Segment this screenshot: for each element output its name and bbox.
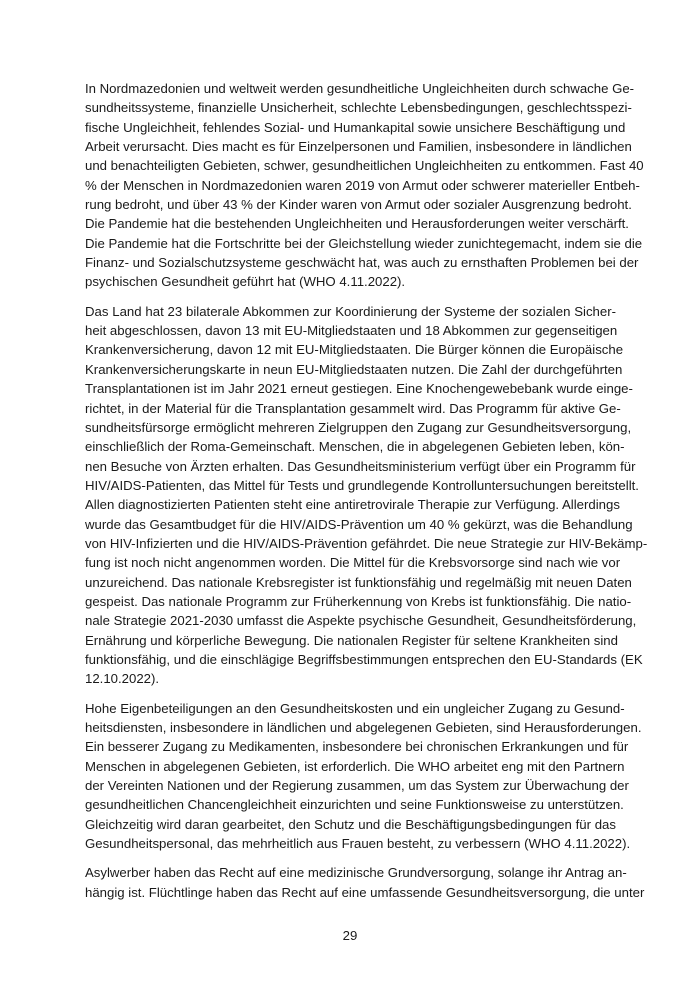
text-line: Die Pandemie hat die Fortschritte bei der Gleichstellung wieder zunichtegemacht, indem sie die — [85, 235, 643, 251]
text-line: Allen diagnostizierten Patienten steht eine antiretrovirale Therapie zur Verfügung. Allerdings — [85, 497, 620, 513]
paragraph — [85, 302, 648, 689]
text-line: richtet, in der Material für die Transplantation gesammelt wird. Das Programm für aktive Ge- — [85, 400, 621, 416]
text-line: heitsdiensten, insbesondere in ländlichen und abgelegenen Gebieten, sind Herausforderungen. — [85, 720, 642, 735]
text-line: gesundheitlichen Chancengleichheit einzurichten und seine Funktionsweise zu unterstützen. — [85, 797, 624, 813]
text-line: Hohe Eigenbeteiligungen an den Gesundheitskosten und ein ungleicher Zugang zu Gesund- — [85, 700, 625, 716]
text-line: Finanz- und Sozialschutzsysteme geschwächt hat, was auch zu ernsthaften Problemen bei der — [85, 255, 639, 271]
text-line: hängig ist. Flüchtlinge haben das Recht auf eine umfassende Gesundheitsversorgung, die unter — [85, 884, 645, 900]
text-line: von HIV-Infizierten und die HIV/AIDS-Prävention gefährdet. Die neue Strategie zur HIV-Bekämp- — [85, 535, 648, 551]
text-line: Ernährung und körperliche Bewegung. Die nationalen Register für seltene Krankheiten sind — [85, 632, 618, 648]
text-line: % der Menschen in Nordmazedonien waren 2019 von Armut oder schwerer materieller Entbeh- — [85, 177, 640, 193]
text-line: Gleichzeitig wird daran gearbeitet, den Schutz und die Beschäftigungsbedingungen für das — [85, 816, 616, 832]
text-line: nale Strategie 2021-2030 umfasst die Aspekte psychische Gesundheit, Gesundheitsförderung, — [85, 613, 637, 629]
text-line: Das Land hat 23 bilaterale Abkommen zur Koordinierung der Systeme der sozialen Sicher- — [85, 303, 616, 319]
text-line: der Vereinten Nationen und der Regierung zusammen, um das System zur Überwachung der — [85, 778, 629, 794]
text-line: Krankenversicherungskarte in neun EU-Mitgliedstaaten nutzen. Die Zahl der durchgeführten — [85, 361, 623, 377]
text-line: fische Ungleichheit, fehlendes Sozial- und Humankapital sowie unsichere Beschäftigung und — [85, 119, 626, 135]
paragraph — [85, 79, 644, 292]
text-line: Asylwerber haben das Recht auf eine medizinische Grundversorgung, solange ihr Antrag an- — [85, 865, 627, 881]
text-line: Arbeit verursacht. Dies macht es für Einzelpersonen und Familien, insbesondere in ländlichen — [85, 139, 632, 155]
text-line: sundheitssysteme, finanzielle Unsicherheit, schlechte Lebensbedingungen, geschlechtsspezi- — [85, 100, 632, 116]
page-number: 29 — [342, 928, 358, 943]
text-line: sundheitsfürsorge ermöglicht mehreren Zielgruppen den Zugang zur Gesundheitsversorgung, — [85, 419, 632, 435]
text-line: psychischen Gesundheit geführt hat (WHO 4.11.2022). — [85, 274, 406, 290]
text-line: heit abgeschlossen, davon 13 mit EU-Mitgliedstaaten und 18 Abkommen zur gegenseitigen — [85, 323, 618, 339]
text-line: unzureichend. Das nationale Krebsregister ist funktionsfähig und regelmäßig mit neuen Daten — [85, 574, 632, 590]
text-line: Menschen in abgelegenen Gebieten, ist erforderlich. Die WHO arbeitet eng mit den Partnern — [85, 758, 625, 774]
text-line: Ein besserer Zugang zu Medikamenten, insbesondere bei chronischen Erkrankungen und für — [85, 739, 629, 755]
text-line: und benachteiligten Gebieten, schwer, gesundheitlichen Ungleichheiten zu entkommen. Fast 40 — [85, 158, 644, 174]
text-line: Transplantationen ist im Jahr 2021 erneut gestiegen. Eine Knochengewebebank wurde einge- — [85, 381, 633, 397]
text-line: In Nordmazedonien und weltweit werden gesundheitliche Ungleichheiten durch schwache Ge- — [85, 81, 635, 96]
document-body — [85, 79, 648, 912]
text-line: Krankenversicherung, davon 12 mit EU-Mitgliedstaaten. Die Bürger können die Europäische — [85, 342, 624, 358]
text-line: Die Pandemie hat die bestehenden Ungleichheiten und Herausforderungen weiter verschärft. — [85, 216, 629, 232]
text-line: nen Besuche von Ärzten erhalten. Das Gesundheitsministerium verfügt über ein Programm für — [85, 458, 636, 474]
text-line: HIV/AIDS-Patienten, das Mittel für Tests und grundlegende Kontrolluntersuchungen bereitstellt. — [85, 477, 639, 493]
text-line: rung bedroht, und über 43 % der Kinder waren von Armut oder sozialer Ausgrenzung bedroht. — [85, 197, 632, 213]
text-line: wurde das Gesamtbudget für die HIV/AIDS-Prävention um 40 % gekürzt, was die Behandlung — [85, 516, 633, 532]
text-line: 12.10.2022). — [85, 671, 160, 687]
text-line: einschließlich der Roma-Gemeinschaft. Menschen, die in abgelegenen Gebieten leben, kön- — [85, 439, 625, 455]
text-line: gespeist. Das nationale Programm zur Früherkennung von Krebs ist funktionsfähig. Die natio- — [85, 593, 632, 609]
text-line: Gesundheitspersonal, das mehrheitlich aus Frauen besteht, zu verbessern (WHO 4.11.2022). — [85, 836, 631, 852]
paragraph — [85, 699, 642, 854]
text-line: funktionsfähig, und die einschlägige Begriffsbestimmungen entsprechen den EU-Standards (EK — [85, 651, 643, 667]
paragraph — [85, 863, 645, 902]
text-line: fung ist noch nicht angenommen worden. Die Mittel für die Krebsvorsorge sind nach wie vor — [85, 555, 621, 571]
